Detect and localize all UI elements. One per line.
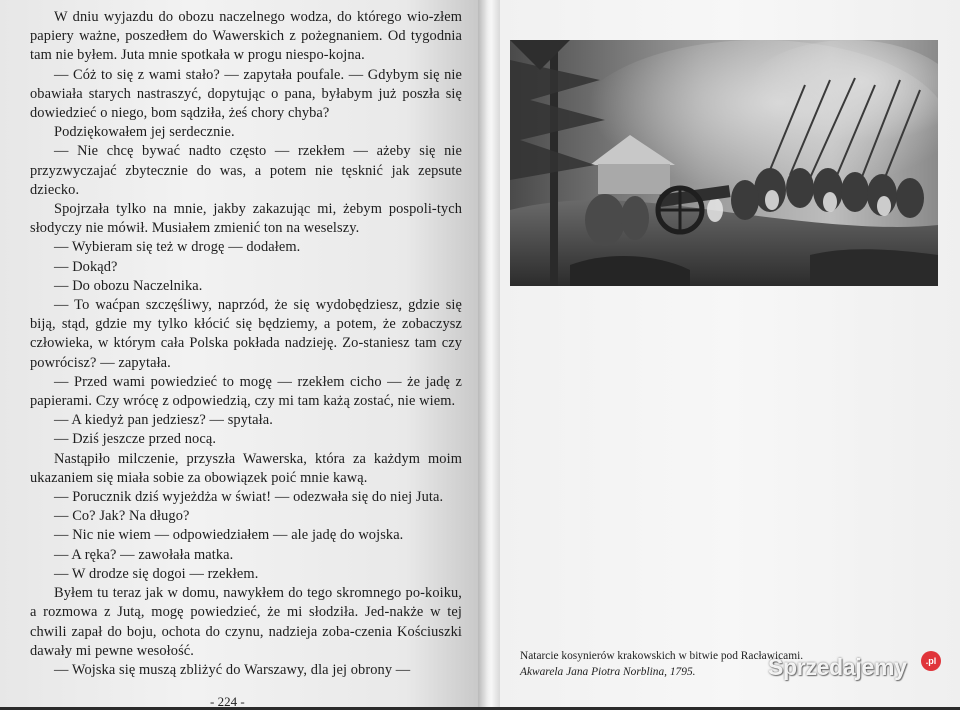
paragraph: — Cóż to się z wami stało? — zapytała poufale. — Gdybym się nie obawiała starych nastraszyć, dopytując o pana, byłabym już poszła się dowiedzieć o niego, bom sądziła, żeś chory chyba? — [30, 66, 462, 122]
paragraph: — To waćpan szczęśliwy, naprzód, że się wydobędziesz, gdzie się biją, stąd, gdzie my tylko kłócić się będziemy, a potem, że zobaczysz człowieka, w którym cała Polska pokłada nadzieję. Zo-staniesz tam czy powrócisz? — zapytała. — [30, 297, 462, 371]
watermark-badge: .pl — [921, 651, 941, 671]
paragraph: — Dziś jeszcze przed nocą. — [54, 431, 217, 448]
page-number: - 224 - — [210, 694, 245, 709]
paragraph: — Dokąd? — [54, 258, 118, 275]
paragraph: — A kiedyż pan jedziesz? — spytała. — [54, 412, 273, 429]
paragraph: — Porucznik dziś wyjeżdża w świat! — odezwała się do niej Juta. — [54, 489, 444, 506]
paragraph: — Przed wami powiedzieć to mogę — rzekłem cicho — że jadę z papierami. Czy wrócę z odpowiedzią, czy mi tam każą zostać, nie wiem. — [30, 373, 462, 410]
paragraph: — Wojska się muszą zbliżyć do Warszawy, dla jej obrony — — [54, 661, 411, 678]
paragraph: Byłem tu teraz jak w domu, nawykłem do tego skromnego po-koiku, a rozmowa z Jutą, mogę powiedzieć, że mi słodziła. Jed-nakże w tej chwili zapał do boju, ochota do czynu, nadzieja zoba-czenia Kościuszki dawały mi pewne wesołość. — [30, 585, 462, 659]
paragraph: — Co? Jak? Na długo? — [54, 508, 190, 525]
watermark-text: Sprzedajemy — [768, 654, 907, 680]
paragraph: Spojrzała tylko na mnie, jakby zakazując mi, żebym pospoli-tych słodyczy nie mówił. Musiałem zmienić ton na weselszy. — [30, 201, 462, 237]
paragraph: — W drodze się dogoi — rzekłem. — [54, 565, 259, 582]
paragraph: W dniu wyjazdu do obozu naczelnego wodza, do którego wio-złem papiery ważne, poszedłem do Wawerskich z pożegnaniem. Od tygodnia tam nie byłem. Juta mnie spotkała w progu niespo-kojna. — [30, 9, 462, 64]
paragraph: — A ręka? — zawołała matka. — [54, 546, 234, 563]
paragraph: Podziękowałem jej serdecznie. — [54, 124, 235, 141]
book-gutter — [478, 0, 500, 707]
paragraph: — Do obozu Naczelnika. — [54, 277, 203, 294]
paragraph: — Wybieram się też w drogę — dodałem. — [54, 239, 301, 256]
body-text — [30, 8, 462, 680]
paragraph: — Nie chcę bywać nadto często — rzekłem — ażeby się nie przyzwyczajać zbytecznie do was, a potem nie tęsknić jak zepsute dziecko. — [30, 143, 462, 198]
paragraph: — Nic nie wiem — odpowiedziałem — ale jadę do wojska. — [54, 527, 404, 544]
caption-title: Natarcie kosynierów krakowskich w bitwie pod Racławicami. — [520, 650, 804, 662]
battle-illustration — [510, 40, 938, 286]
caption-credit: Akwarela Jana Piotra Norblina, 1795. — [520, 666, 696, 678]
paragraph: Nastąpiło milczenie, przyszła Wawerska, która za każdym moim ukazaniem się miała sobie za obowiązek poić mnie kawą. — [30, 450, 462, 486]
left-page — [0, 0, 478, 707]
